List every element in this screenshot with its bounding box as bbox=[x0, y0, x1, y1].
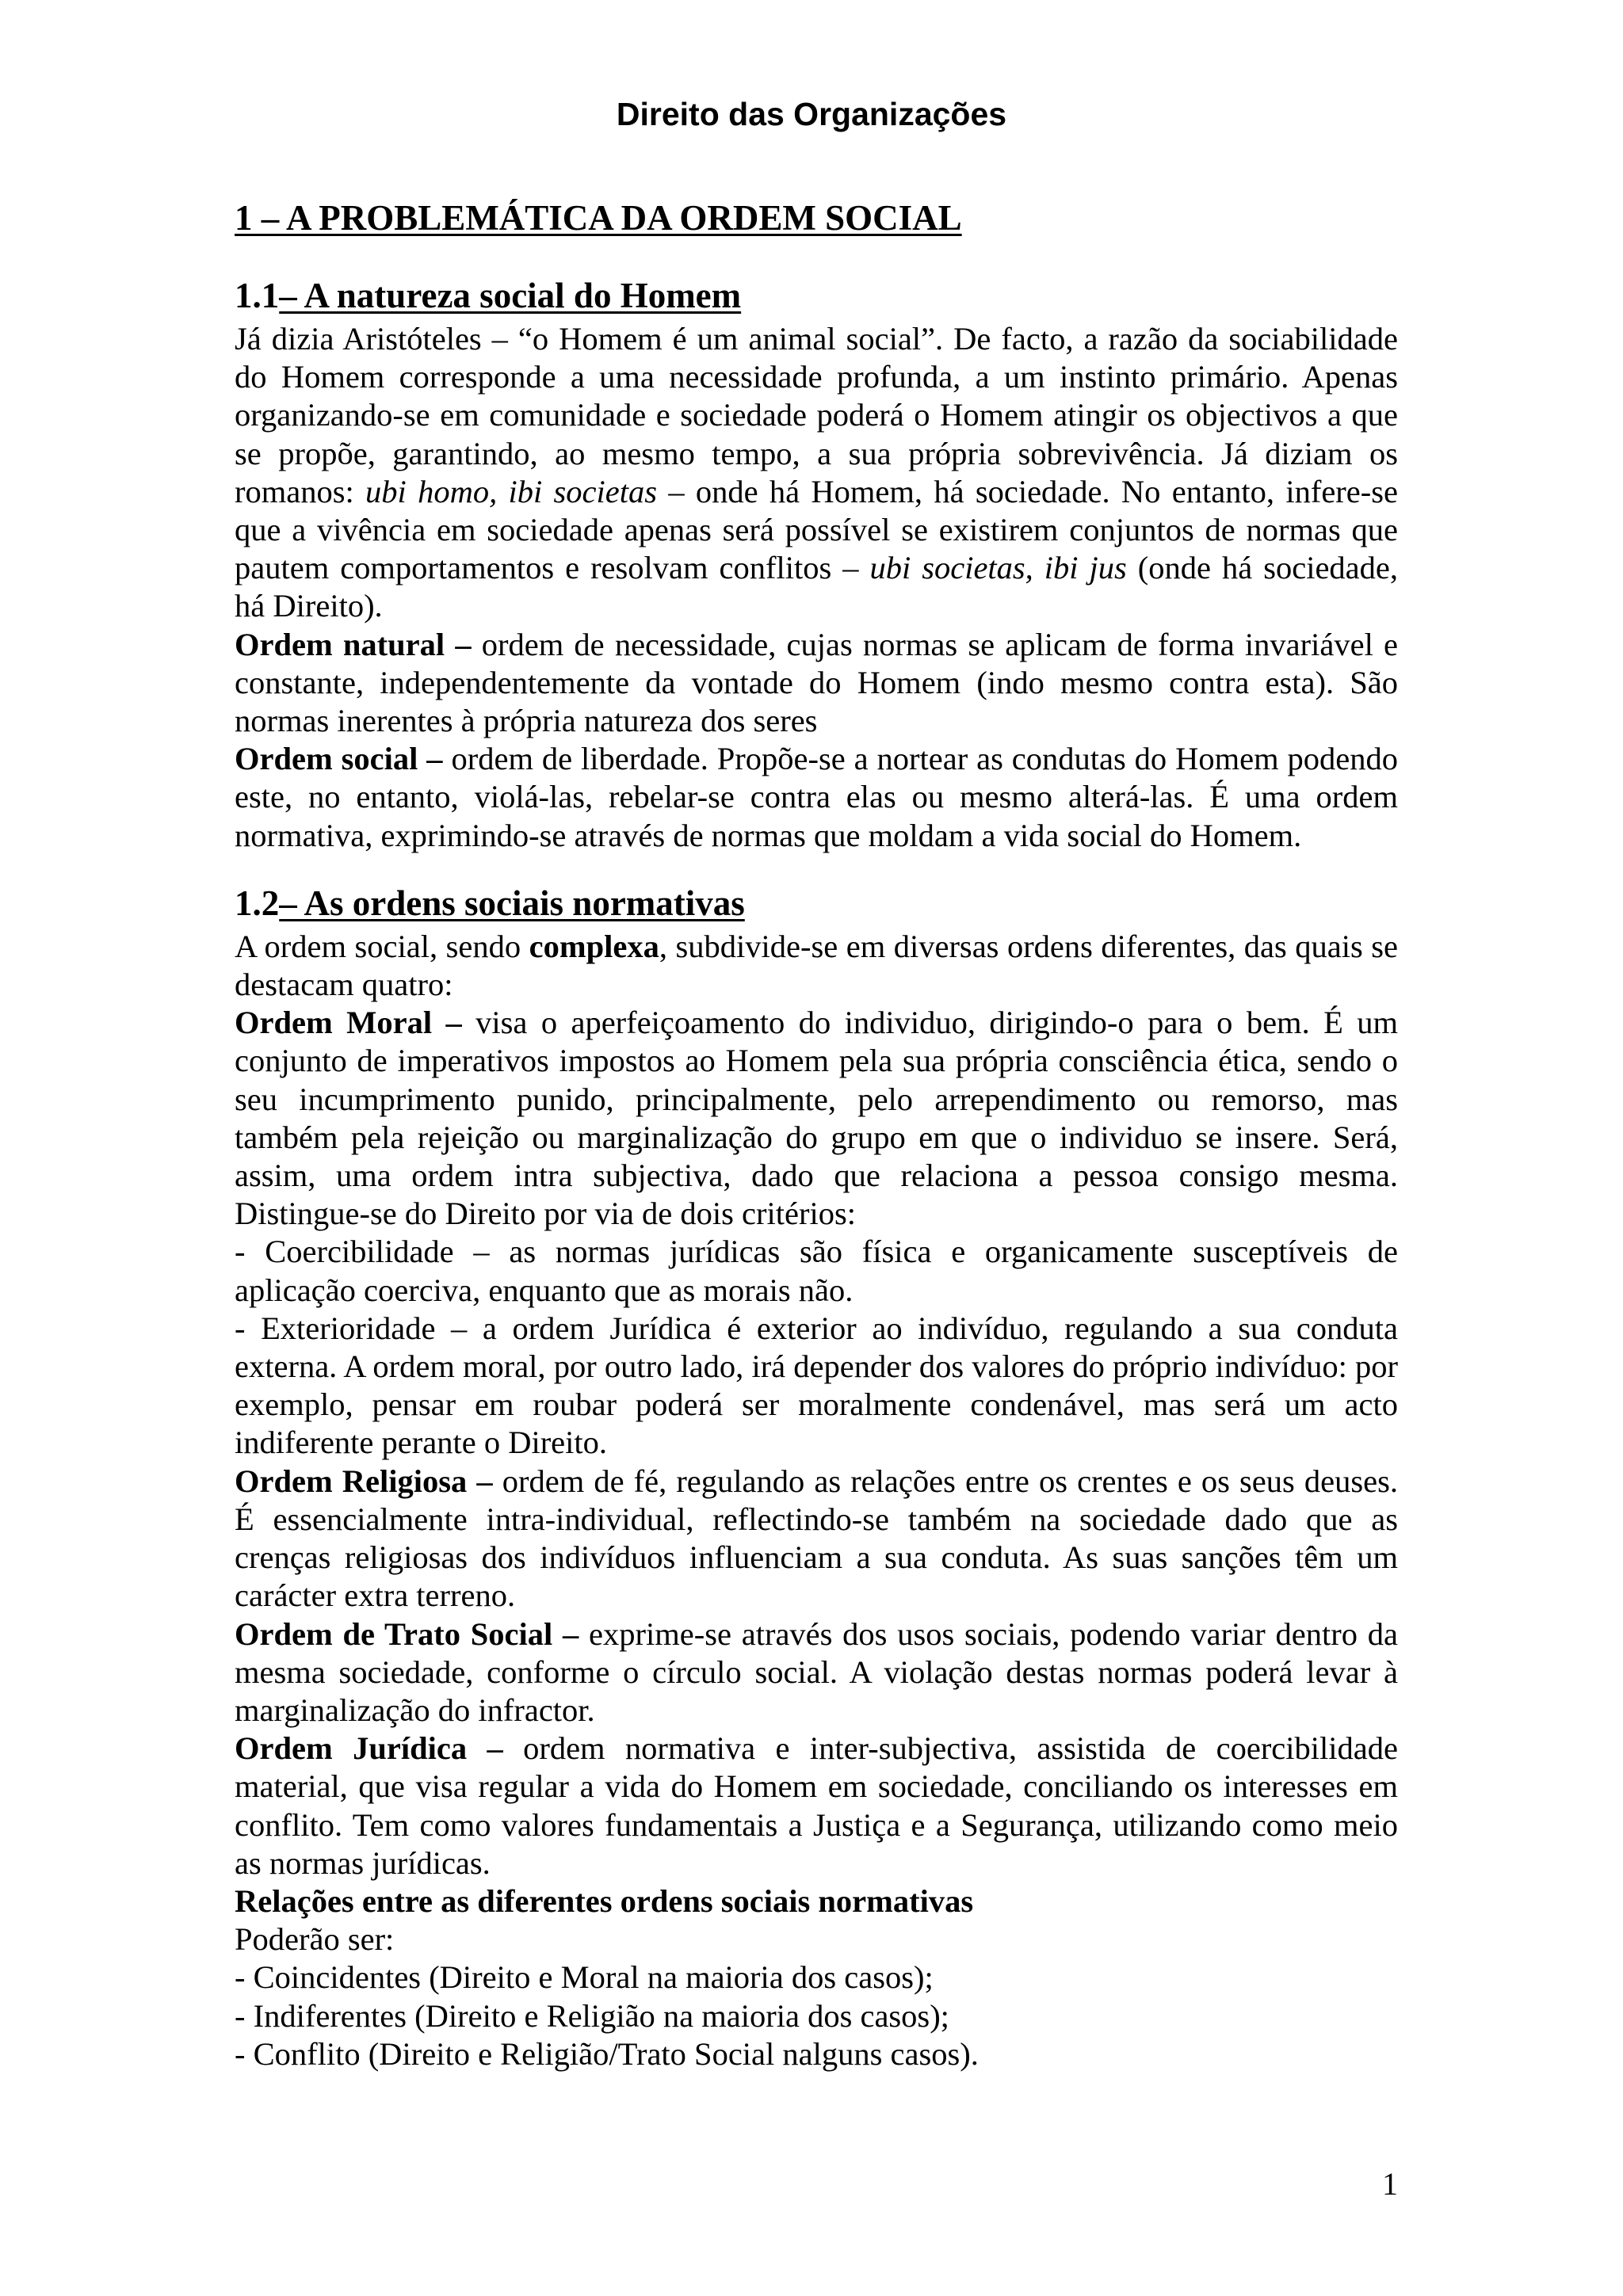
section-number: 1.2 bbox=[235, 883, 280, 923]
paragraph-intro: A ordem social, sendo complexa, subdivide-se em diversas ordens diferentes, das quais se destacam quatro: bbox=[235, 928, 1398, 1003]
paragraph-ordem-religiosa: Ordem Religiosa – ordem de fé, regulando as relações entre os crentes e os seus deuses. É essencialmente intra-individual, reflectindo-se também na sociedade dado que as crenças religiosas dos indivíduos influenciam a sua conduta. As suas sanções têm um carácter extra terreno. bbox=[235, 1463, 1398, 1614]
section-title: – As ordens sociais normativas bbox=[279, 883, 745, 923]
term-ordem-natural: Ordem natural – bbox=[235, 626, 472, 662]
chapter-title: 1 – A PROBLEMÁTICA DA ORDEM SOCIAL bbox=[235, 198, 962, 238]
term-ordem-moral: Ordem Moral – bbox=[235, 1005, 462, 1041]
paragraph-coercibilidade: - Coercibilidade – as normas jurídicas são física e organicamente susceptíveis de aplicação coerciva, enquanto que as morais não. bbox=[235, 1234, 1398, 1308]
section-heading-1-1 bbox=[235, 271, 1398, 320]
term-ordem-juridica: Ordem Jurídica – bbox=[235, 1730, 503, 1767]
paragraph-ordem-social: Ordem social – ordem de liberdade. Propõe-se a nortear as condutas do Homem podendo este, no entanto, violá-las, rebelar-se contra elas ou mesmo alterá-las. É uma ordem normativa, exprimindo-se através de normas que moldam a vida social do Homem. bbox=[235, 741, 1398, 853]
running-header: Direito das Organizações bbox=[616, 96, 1007, 132]
paragraph-ordem-juridica: Ordem Jurídica – ordem normativa e inter-subjectiva, assistida de coercibilidade material, que visa regular a vida do Homem em sociedade, conciliando os interesses em conflito. Tem como valores fundamentais a Justiça e a Segurança, utilizando como meio as normas jurídicas. bbox=[235, 1730, 1398, 1881]
term-ordem-social: Ordem social – bbox=[235, 741, 443, 777]
list-item: - Conflito (Direito e Religião/Trato Social nalguns casos). bbox=[235, 2035, 979, 2072]
paragraph-ordem-moral: Ordem Moral – visa o aperfeiçoamento do individuo, dirigindo-o para o bem. É um conjunto de imperativos impostos ao Homem pela sua própria consciência ética, sendo o seu incumprimento punido, principalmente, pelo arrependimento ou remorso, mas também pela rejeição ou marginalização do grupo em que o individuo se insere. Será, assim, uma ordem intra subjectiva, dado que relaciona a pessoa consigo mesma. Distingue-se do Direito por via de dois critérios: bbox=[235, 1005, 1399, 1232]
term-ordem-trato-social: Ordem de Trato Social – bbox=[235, 1615, 579, 1652]
section-title: – A natureza social do Homem bbox=[279, 276, 742, 315]
paragraph-ordem-natural: Ordem natural – ordem de necessidade, cujas normas se aplicam de forma invariável e constante, independentemente da vontade do Homem (indo mesmo contra esta). São normas inerentes à própria natureza dos seres bbox=[235, 626, 1398, 739]
paragraph-sociability: Já dizia Aristóteles – “o Homem é um animal social”. De facto, a razão da sociabilidade do Homem corresponde a uma necessidade profunda, a um instinto primário. Apenas organizando-se em comunidade e sociedade poderá o Homem atingir os objectivos a que se propõe, garantindo, ao mesmo tempo, a sua própria sobrevivência. Já diziam os romanos: ubi homo, ibi societas – onde há Homem, há sociedade. No entanto, infere-se que a vivência em sociedade apenas será possível se existirem conjuntos de normas que pautem comportamentos e resolvam conflitos – ubi societas, ibi jus (onde há sociedade, há Direito). bbox=[235, 321, 1398, 624]
section-number: 1.1 bbox=[235, 276, 280, 315]
relations-heading: Relações entre as diferentes ordens sociais normativas bbox=[235, 1882, 974, 1919]
page-number: 1 bbox=[1382, 2166, 1398, 2202]
paragraph-exterioridade: - Exterioridade – a ordem Jurídica é exterior ao indivíduo, regulando a sua conduta externa. A ordem moral, por outro lado, irá depender dos valores do próprio indivíduo: por exemplo, pensar em roubar poderá ser moralmente condenável, mas será um acto indiferente perante o Direito. bbox=[235, 1310, 1398, 1461]
paragraph-ordem-trato-social: Ordem de Trato Social – exprime-se através dos usos sociais, podendo variar dentro da mesma sociedade, conforme o círculo social. A violação destas normas poderá levar à marginalização do infractor. bbox=[235, 1615, 1398, 1728]
page-body bbox=[235, 185, 1398, 2073]
list-item: - Indiferentes (Direito e Religião na maioria dos casos); bbox=[235, 1997, 949, 2034]
section-heading-1-2 bbox=[235, 879, 1398, 928]
term-ordem-religiosa: Ordem Religiosa – bbox=[235, 1463, 493, 1499]
relations-intro: Poderão ser: bbox=[235, 1921, 395, 1958]
list-item: - Coincidentes (Direito e Moral na maioria dos casos); bbox=[235, 1959, 934, 1996]
